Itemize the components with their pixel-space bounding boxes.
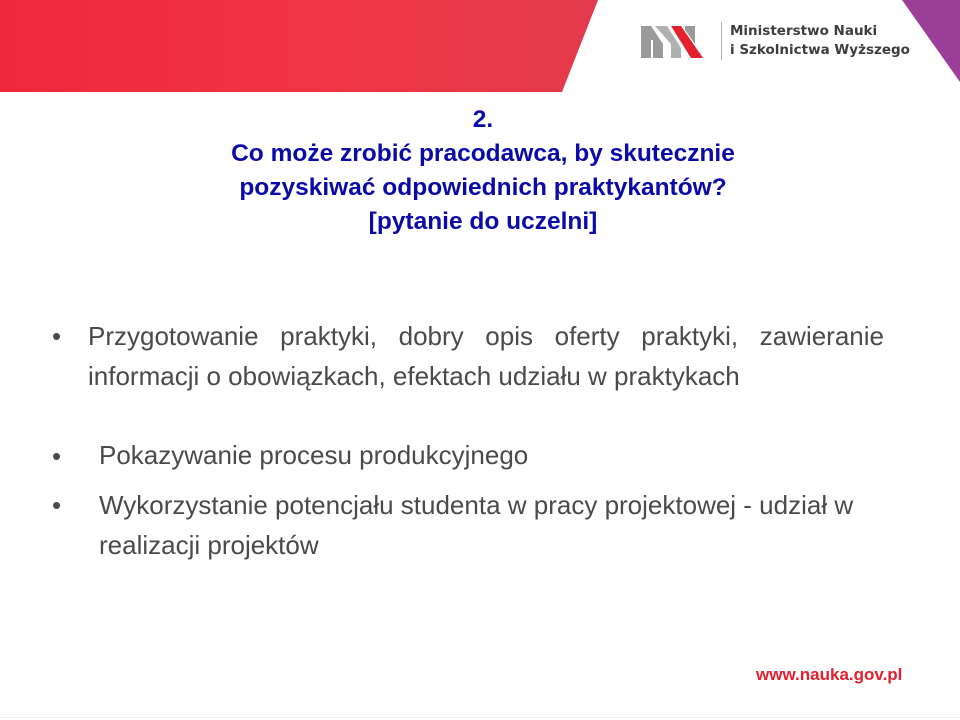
bottom-divider [0,717,960,718]
title-line1: Co może zrobić pracodawca, by skutecznie [231,140,735,167]
top-right-purple-corner [902,0,960,82]
bullet-marker: • [52,441,62,471]
ministry-name [730,22,910,60]
ministry-logo [641,20,910,64]
logo-divider [721,22,722,60]
title-line3: [pytanie do uczelni] [368,208,598,235]
bullet-marker: • [52,490,62,520]
ministry-name-line2: i Szkolnictwa Wyższego [730,42,910,58]
footer-url-link[interactable]: www.nauka.gov.pl [756,665,903,684]
slide-number: 2. [472,106,494,133]
title-line2: pozyskiwać odpowiednich praktykantów? [239,174,727,201]
ministry-logo-mark-icon [641,24,703,58]
bullet-item: Pokazywanie procesu produkcyjnego [99,440,529,470]
slide-title [120,103,846,239]
bullet-marker: • [52,321,62,351]
bullet-item: Wykorzystanie potencjału studenta w pracy projektowej - udział w realizacji projektów [99,490,854,560]
bullet-item: Przygotowanie praktyki, dobry opis oferty praktyki, zawieranie informacji o obowiązkach, efektach udziału w praktykach [88,321,884,391]
top-red-banner [0,0,598,92]
ministry-name-line1: Ministerstwo Nauki [730,23,878,39]
